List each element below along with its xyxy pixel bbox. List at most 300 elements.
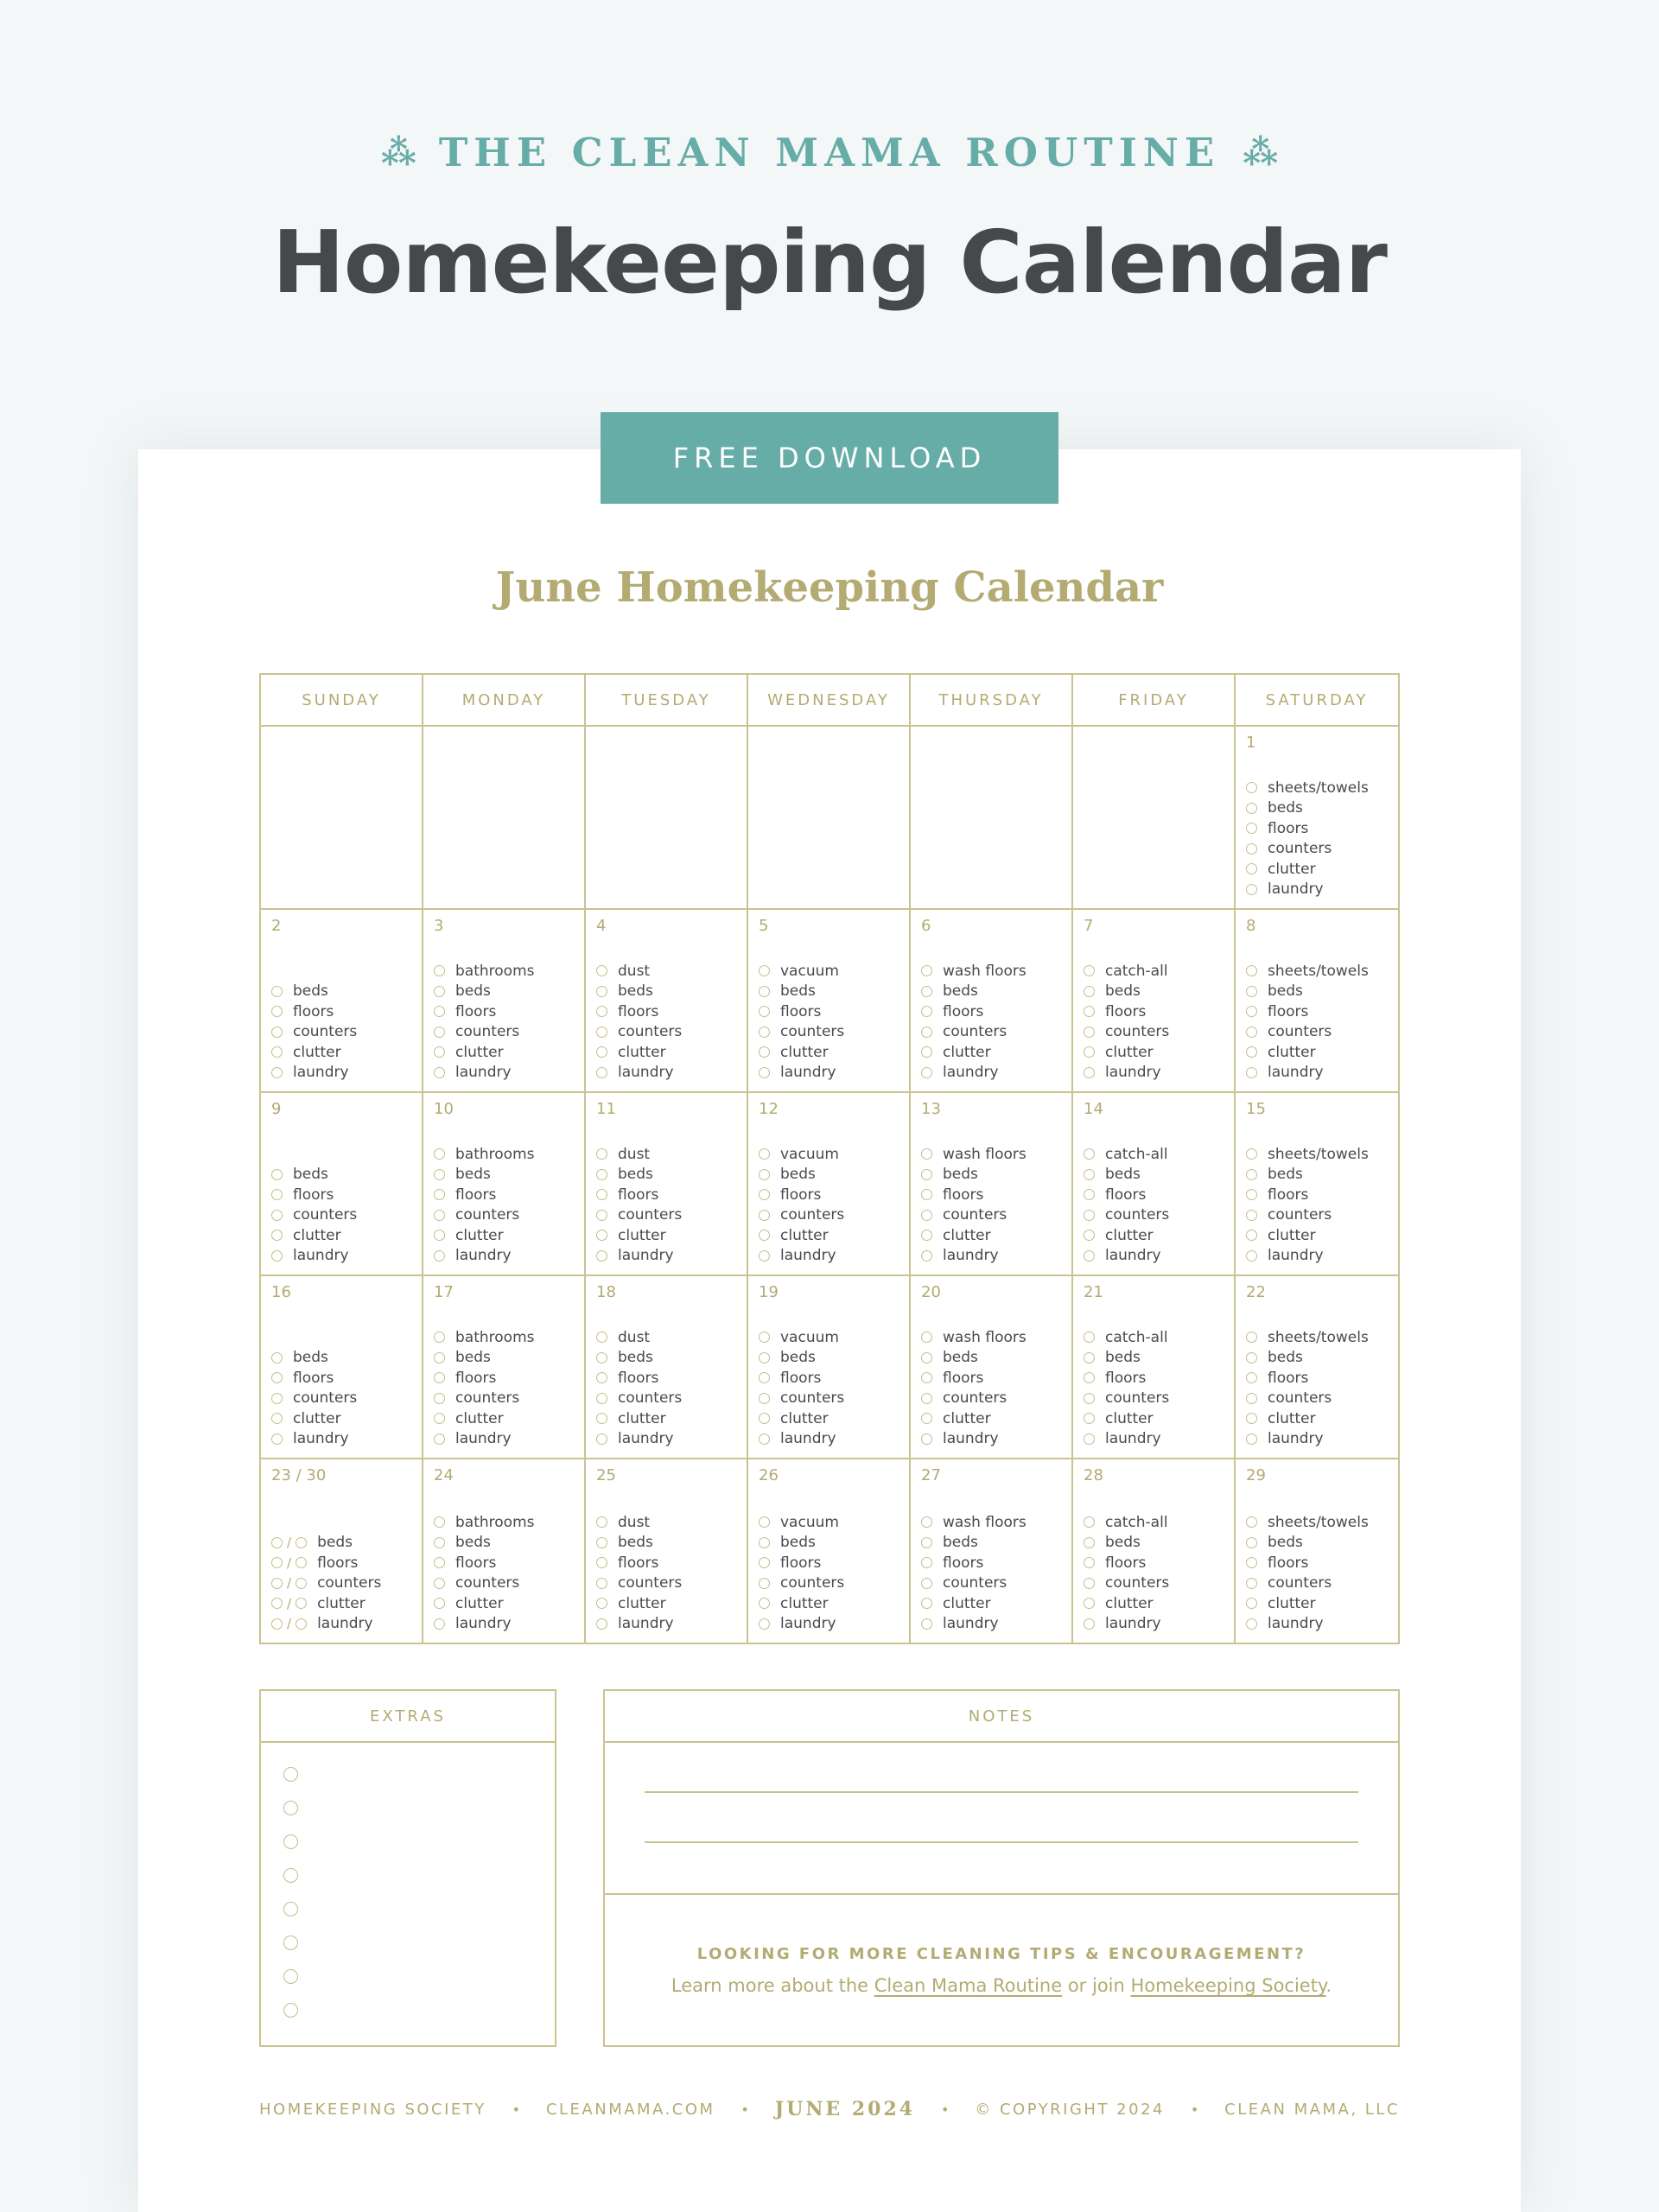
task-checkbox[interactable] xyxy=(271,1006,283,1017)
task-checkbox[interactable] xyxy=(434,1027,445,1038)
task-checkbox[interactable] xyxy=(1246,884,1257,895)
task-checkbox[interactable] xyxy=(759,1557,770,1568)
day-cell xyxy=(261,1093,423,1276)
task-checkbox[interactable] xyxy=(921,1169,932,1180)
task-checkbox[interactable] xyxy=(1246,1148,1257,1160)
task-label: beds xyxy=(1105,1534,1141,1552)
homekeeping-society-link[interactable]: Homekeeping Society xyxy=(1130,1975,1326,1996)
task-checkbox[interactable] xyxy=(759,1230,770,1241)
task-checkbox[interactable] xyxy=(1084,1210,1095,1221)
task-checkbox[interactable] xyxy=(1084,1618,1095,1630)
task-checkbox[interactable] xyxy=(296,1537,307,1548)
task-checkbox[interactable] xyxy=(921,1250,932,1262)
task-checkbox[interactable] xyxy=(921,1537,932,1548)
task-checkbox[interactable] xyxy=(596,1393,607,1404)
task-item xyxy=(596,982,682,1002)
task-item xyxy=(921,1225,1027,1246)
task-checkbox[interactable] xyxy=(1246,1169,1257,1180)
task-item xyxy=(759,1001,844,1022)
extras-box xyxy=(259,1689,556,2047)
task-checkbox[interactable] xyxy=(1246,965,1257,976)
day-number: 22 xyxy=(1246,1283,1266,1301)
week-row xyxy=(261,727,1398,910)
task-checkbox[interactable] xyxy=(921,1189,932,1200)
task-item xyxy=(1246,798,1369,819)
task-checkbox[interactable] xyxy=(434,965,445,976)
task-item xyxy=(271,1165,357,1185)
task-list xyxy=(921,961,1027,1083)
task-checkbox[interactable] xyxy=(596,1557,607,1568)
task-checkbox[interactable] xyxy=(271,1189,283,1200)
task-checkbox[interactable] xyxy=(271,1433,283,1445)
task-item xyxy=(1246,1408,1369,1429)
task-checkbox[interactable] xyxy=(434,986,445,997)
task-item xyxy=(921,982,1027,1002)
task-checkbox[interactable] xyxy=(434,1352,445,1363)
task-checkbox[interactable] xyxy=(434,1537,445,1548)
task-checkbox[interactable] xyxy=(596,1598,607,1609)
task-checkbox[interactable] xyxy=(596,1250,607,1262)
task-item xyxy=(759,1389,844,1409)
task-checkbox[interactable] xyxy=(596,1046,607,1058)
task-checkbox[interactable] xyxy=(759,1332,770,1343)
double-checkbox xyxy=(271,1616,307,1631)
weekday-header: SATURDAY xyxy=(1236,675,1398,727)
task-checkbox[interactable] xyxy=(434,1332,445,1343)
task-checkbox[interactable] xyxy=(434,1250,445,1262)
task-item xyxy=(596,1144,682,1165)
task-checkbox[interactable] xyxy=(1246,1393,1257,1404)
task-checkbox[interactable] xyxy=(1084,1352,1095,1363)
task-label: clutter xyxy=(1268,1594,1316,1612)
clean-mama-routine-link[interactable]: Clean Mama Routine xyxy=(874,1975,1063,1996)
task-checkbox[interactable] xyxy=(759,1372,770,1383)
task-checkbox[interactable] xyxy=(1084,1067,1095,1078)
extras-item xyxy=(283,1902,555,1936)
task-checkbox[interactable] xyxy=(759,1027,770,1038)
task-list xyxy=(596,1144,682,1266)
task-item xyxy=(759,1063,844,1084)
task-item xyxy=(921,1165,1027,1185)
task-checkbox[interactable] xyxy=(596,1578,607,1589)
task-item xyxy=(434,1205,534,1226)
task-checkbox[interactable] xyxy=(596,1618,607,1630)
extras-checkbox[interactable] xyxy=(283,1969,298,1984)
task-checkbox[interactable] xyxy=(921,1578,932,1589)
task-checkbox[interactable] xyxy=(1246,1578,1257,1589)
task-checkbox[interactable] xyxy=(1084,1516,1095,1528)
task-checkbox[interactable] xyxy=(1246,1067,1257,1078)
task-checkbox[interactable] xyxy=(759,1618,770,1630)
task-checkbox[interactable] xyxy=(271,1169,283,1180)
task-list xyxy=(1246,1144,1369,1266)
day-number: 1 xyxy=(1246,734,1256,752)
extras-item xyxy=(283,1969,555,2003)
task-checkbox[interactable] xyxy=(921,1393,932,1404)
checkbox-divider: / xyxy=(287,1595,292,1611)
task-checkbox[interactable] xyxy=(596,1148,607,1160)
task-checkbox[interactable] xyxy=(921,986,932,997)
task-label: clutter xyxy=(1268,860,1316,878)
task-item xyxy=(759,1144,844,1165)
task-checkbox[interactable] xyxy=(1084,1046,1095,1058)
extras-checkbox[interactable] xyxy=(283,1834,298,1849)
task-label: beds xyxy=(1268,1166,1303,1184)
task-checkbox[interactable] xyxy=(434,1557,445,1568)
task-checkbox[interactable] xyxy=(1084,1148,1095,1160)
task-list xyxy=(921,1512,1027,1634)
task-checkbox[interactable] xyxy=(434,1006,445,1017)
task-label: floors xyxy=(780,1185,822,1204)
day-number: 4 xyxy=(596,917,607,935)
task-checkbox[interactable] xyxy=(1246,1557,1257,1568)
task-checkbox[interactable] xyxy=(596,1210,607,1221)
task-label: laundry xyxy=(293,1430,349,1448)
task-checkbox[interactable] xyxy=(921,965,932,976)
task-item xyxy=(1084,1429,1169,1450)
task-checkbox[interactable] xyxy=(1246,803,1257,814)
task-checkbox[interactable] xyxy=(271,1250,283,1262)
task-checkbox[interactable] xyxy=(296,1557,307,1568)
task-item xyxy=(434,1368,534,1389)
task-checkbox[interactable] xyxy=(1084,1027,1095,1038)
task-item xyxy=(1084,1614,1169,1635)
task-checkbox[interactable] xyxy=(759,1189,770,1200)
task-checkbox[interactable] xyxy=(759,1067,770,1078)
day-number: 26 xyxy=(759,1466,779,1484)
weekday-header: WEDNESDAY xyxy=(748,675,911,727)
task-checkbox[interactable] xyxy=(921,1352,932,1363)
task-item xyxy=(1246,859,1369,880)
task-checkbox[interactable] xyxy=(759,1352,770,1363)
weekday-header: THURSDAY xyxy=(911,675,1073,727)
task-label: beds xyxy=(943,1349,978,1367)
task-checkbox[interactable] xyxy=(596,986,607,997)
task-checkbox[interactable] xyxy=(1084,1332,1095,1343)
task-checkbox[interactable] xyxy=(1246,1332,1257,1343)
task-list xyxy=(759,961,844,1083)
task-item xyxy=(596,1368,682,1389)
day-cell xyxy=(911,1093,1073,1276)
task-label: floors xyxy=(1105,1002,1147,1020)
task-item xyxy=(1246,1327,1369,1348)
task-checkbox[interactable] xyxy=(1246,1516,1257,1528)
task-label: laundry xyxy=(1268,1615,1324,1633)
task-checkbox[interactable] xyxy=(1246,1210,1257,1221)
day-cell xyxy=(911,1276,1073,1459)
task-checkbox[interactable] xyxy=(921,1148,932,1160)
task-item xyxy=(1084,1165,1169,1185)
task-checkbox[interactable] xyxy=(1246,1413,1257,1424)
task-item xyxy=(759,982,844,1002)
task-checkbox[interactable] xyxy=(921,1413,932,1424)
task-label: beds xyxy=(317,1534,353,1552)
task-label: beds xyxy=(618,1534,653,1552)
task-checkbox[interactable] xyxy=(921,1210,932,1221)
task-checkbox[interactable] xyxy=(271,1598,283,1609)
task-label: clutter xyxy=(1105,1409,1154,1427)
task-label: counters xyxy=(618,1574,683,1592)
day-cell xyxy=(1236,1276,1398,1459)
task-checkbox[interactable] xyxy=(921,1516,932,1528)
task-label: laundry xyxy=(943,1430,999,1448)
task-checkbox[interactable] xyxy=(271,1537,283,1548)
task-checkbox[interactable] xyxy=(921,1598,932,1609)
task-checkbox[interactable] xyxy=(296,1598,307,1609)
task-checkbox[interactable] xyxy=(759,1598,770,1609)
task-checkbox[interactable] xyxy=(759,1148,770,1160)
task-checkbox[interactable] xyxy=(596,1189,607,1200)
page-title: Homekeeping Calendar xyxy=(272,212,1387,313)
task-checkbox[interactable] xyxy=(759,1250,770,1262)
task-label: floors xyxy=(455,1369,497,1387)
task-item xyxy=(596,1553,682,1573)
task-label: beds xyxy=(780,1349,816,1367)
task-checkbox[interactable] xyxy=(271,1067,283,1078)
footer-separator: • xyxy=(512,2101,521,2118)
task-checkbox[interactable] xyxy=(1084,1393,1095,1404)
task-item xyxy=(434,1408,534,1429)
task-checkbox[interactable] xyxy=(921,1230,932,1241)
task-checkbox[interactable] xyxy=(1084,1578,1095,1589)
double-checkbox xyxy=(271,1535,307,1550)
task-checkbox[interactable] xyxy=(1084,986,1095,997)
task-checkbox[interactable] xyxy=(1246,1046,1257,1058)
task-label: beds xyxy=(780,982,816,1001)
task-item xyxy=(921,1327,1027,1348)
week-row xyxy=(261,1093,1398,1276)
free-download-button[interactable]: FREE DOWNLOAD xyxy=(601,412,1058,504)
task-label: floors xyxy=(618,1369,659,1387)
task-checkbox[interactable] xyxy=(1084,1598,1095,1609)
task-checkbox[interactable] xyxy=(1246,986,1257,997)
extras-checkbox[interactable] xyxy=(283,1801,298,1815)
task-checkbox[interactable] xyxy=(1246,843,1257,855)
task-checkbox[interactable] xyxy=(759,1169,770,1180)
extras-checkbox[interactable] xyxy=(283,2003,298,2018)
task-checkbox[interactable] xyxy=(1246,863,1257,874)
task-checkbox[interactable] xyxy=(1246,1618,1257,1630)
task-checkbox[interactable] xyxy=(921,1372,932,1383)
task-checkbox[interactable] xyxy=(1084,1189,1095,1200)
task-item xyxy=(596,1246,682,1267)
task-label: floors xyxy=(1268,1002,1309,1020)
task-item xyxy=(271,1429,357,1450)
task-label: laundry xyxy=(455,1064,512,1082)
task-item xyxy=(434,1348,534,1369)
task-label: wash floors xyxy=(943,1513,1027,1531)
task-label: floors xyxy=(1105,1185,1147,1204)
task-checkbox[interactable] xyxy=(1246,1027,1257,1038)
task-checkbox[interactable] xyxy=(596,1372,607,1383)
task-checkbox[interactable] xyxy=(921,1332,932,1343)
task-checkbox[interactable] xyxy=(1084,1169,1095,1180)
task-checkbox[interactable] xyxy=(434,1413,445,1424)
task-checkbox[interactable] xyxy=(759,1516,770,1528)
notes-writing-area[interactable] xyxy=(605,1743,1398,1895)
task-item xyxy=(1084,1185,1169,1205)
task-checkbox[interactable] xyxy=(759,965,770,976)
task-checkbox[interactable] xyxy=(271,1210,283,1221)
task-item xyxy=(921,1429,1027,1450)
day-cell xyxy=(261,910,423,1093)
task-checkbox[interactable] xyxy=(271,1046,283,1058)
task-checkbox[interactable] xyxy=(759,1413,770,1424)
task-list xyxy=(271,1533,381,1635)
task-label: laundry xyxy=(1268,880,1324,899)
task-checkbox[interactable] xyxy=(271,1413,283,1424)
task-checkbox[interactable] xyxy=(921,1067,932,1078)
task-checkbox[interactable] xyxy=(1084,1230,1095,1241)
task-checkbox[interactable] xyxy=(1246,1352,1257,1363)
task-item xyxy=(1246,1368,1369,1389)
task-checkbox[interactable] xyxy=(921,1027,932,1038)
task-checkbox[interactable] xyxy=(1246,1230,1257,1241)
task-item xyxy=(921,1022,1027,1043)
task-checkbox[interactable] xyxy=(596,1413,607,1424)
task-checkbox[interactable] xyxy=(1246,823,1257,834)
day-number: 24 xyxy=(434,1466,454,1484)
task-checkbox[interactable] xyxy=(1246,1006,1257,1017)
task-checkbox[interactable] xyxy=(434,1046,445,1058)
task-checkbox[interactable] xyxy=(271,1372,283,1383)
extras-checkbox[interactable] xyxy=(283,1902,298,1916)
task-checkbox[interactable] xyxy=(434,1516,445,1528)
task-checkbox[interactable] xyxy=(1084,1413,1095,1424)
task-checkbox[interactable] xyxy=(596,1352,607,1363)
task-checkbox[interactable] xyxy=(759,1433,770,1445)
task-checkbox[interactable] xyxy=(434,1230,445,1241)
task-checkbox[interactable] xyxy=(271,1618,283,1630)
task-checkbox[interactable] xyxy=(1084,1433,1095,1445)
task-checkbox[interactable] xyxy=(596,1169,607,1180)
task-item xyxy=(1246,1593,1369,1614)
task-checkbox[interactable] xyxy=(434,1067,445,1078)
task-checkbox[interactable] xyxy=(596,965,607,976)
task-checkbox[interactable] xyxy=(1084,1006,1095,1017)
task-checkbox[interactable] xyxy=(759,1393,770,1404)
task-checkbox[interactable] xyxy=(271,1578,283,1589)
task-checkbox[interactable] xyxy=(759,1046,770,1058)
task-checkbox[interactable] xyxy=(296,1618,307,1630)
task-checkbox[interactable] xyxy=(434,1433,445,1445)
task-checkbox[interactable] xyxy=(759,1537,770,1548)
day-cell xyxy=(423,1093,586,1276)
task-checkbox[interactable] xyxy=(1246,1598,1257,1609)
task-checkbox[interactable] xyxy=(1084,1372,1095,1383)
task-checkbox[interactable] xyxy=(1084,965,1095,976)
task-checkbox[interactable] xyxy=(596,1027,607,1038)
task-label: counters xyxy=(293,1389,358,1408)
task-checkbox[interactable] xyxy=(921,1006,932,1017)
task-item xyxy=(1084,1408,1169,1429)
task-checkbox[interactable] xyxy=(921,1433,932,1445)
task-checkbox[interactable] xyxy=(596,1433,607,1445)
task-checkbox[interactable] xyxy=(1084,1537,1095,1548)
task-checkbox[interactable] xyxy=(921,1557,932,1568)
task-checkbox[interactable] xyxy=(271,986,283,997)
task-checkbox[interactable] xyxy=(1246,1537,1257,1548)
task-label: floors xyxy=(455,1002,497,1020)
task-label: counters xyxy=(317,1574,382,1592)
task-checkbox[interactable] xyxy=(759,1006,770,1017)
task-checkbox[interactable] xyxy=(434,1148,445,1160)
task-checkbox[interactable] xyxy=(596,1537,607,1548)
day-cell xyxy=(423,727,586,910)
task-label: dust xyxy=(618,1145,651,1163)
task-checkbox[interactable] xyxy=(434,1189,445,1200)
task-checkbox[interactable] xyxy=(434,1578,445,1589)
task-item xyxy=(1246,1185,1369,1205)
task-checkbox[interactable] xyxy=(434,1372,445,1383)
task-checkbox[interactable] xyxy=(596,1230,607,1241)
task-checkbox[interactable] xyxy=(271,1393,283,1404)
task-checkbox[interactable] xyxy=(1246,1250,1257,1262)
task-checkbox[interactable] xyxy=(921,1046,932,1058)
task-label: clutter xyxy=(618,1043,666,1061)
task-checkbox[interactable] xyxy=(596,1516,607,1528)
task-checkbox[interactable] xyxy=(271,1027,283,1038)
task-checkbox[interactable] xyxy=(271,1557,283,1568)
task-item xyxy=(1084,1348,1169,1369)
task-checkbox[interactable] xyxy=(271,1230,283,1241)
extras-item xyxy=(283,1767,555,1801)
task-label: counters xyxy=(618,1023,683,1041)
task-checkbox[interactable] xyxy=(1246,1433,1257,1445)
task-list xyxy=(271,1348,357,1450)
extras-checkbox[interactable] xyxy=(283,1936,298,1950)
task-label: dust xyxy=(618,962,651,980)
task-checkbox[interactable] xyxy=(759,1578,770,1589)
task-checkbox[interactable] xyxy=(434,1169,445,1180)
kicker-text: THE CLEAN MAMA ROUTINE xyxy=(438,130,1221,175)
weekday-header: SUNDAY xyxy=(261,675,423,727)
task-item xyxy=(921,1001,1027,1022)
notes-box xyxy=(603,1689,1400,2047)
day-cell xyxy=(1073,910,1236,1093)
task-checkbox[interactable] xyxy=(1246,1372,1257,1383)
task-item xyxy=(759,1246,844,1267)
task-checkbox[interactable] xyxy=(434,1393,445,1404)
task-label: wash floors xyxy=(943,1328,1027,1346)
extras-checkbox[interactable] xyxy=(283,1868,298,1883)
task-checkbox[interactable] xyxy=(296,1578,307,1589)
task-checkbox[interactable] xyxy=(1246,782,1257,793)
task-label: beds xyxy=(943,982,978,1001)
weekday-header: FRIDAY xyxy=(1073,675,1236,727)
task-label: vacuum xyxy=(780,1328,839,1346)
task-checkbox[interactable] xyxy=(1084,1557,1095,1568)
task-label: floors xyxy=(1105,1369,1147,1387)
weekday-header: TUESDAY xyxy=(586,675,748,727)
day-cell xyxy=(911,1459,1073,1643)
extras-checkbox[interactable] xyxy=(283,1767,298,1782)
task-checkbox[interactable] xyxy=(1246,1189,1257,1200)
task-checkbox[interactable] xyxy=(759,986,770,997)
task-checkbox[interactable] xyxy=(271,1352,283,1363)
task-checkbox[interactable] xyxy=(921,1618,932,1630)
task-checkbox[interactable] xyxy=(434,1618,445,1630)
task-checkbox[interactable] xyxy=(434,1598,445,1609)
task-checkbox[interactable] xyxy=(759,1210,770,1221)
task-checkbox[interactable] xyxy=(596,1006,607,1017)
task-checkbox[interactable] xyxy=(1084,1250,1095,1262)
task-checkbox[interactable] xyxy=(434,1210,445,1221)
task-checkbox[interactable] xyxy=(596,1067,607,1078)
task-checkbox[interactable] xyxy=(596,1332,607,1343)
task-label: laundry xyxy=(293,1247,349,1265)
task-label: floors xyxy=(780,1554,822,1572)
